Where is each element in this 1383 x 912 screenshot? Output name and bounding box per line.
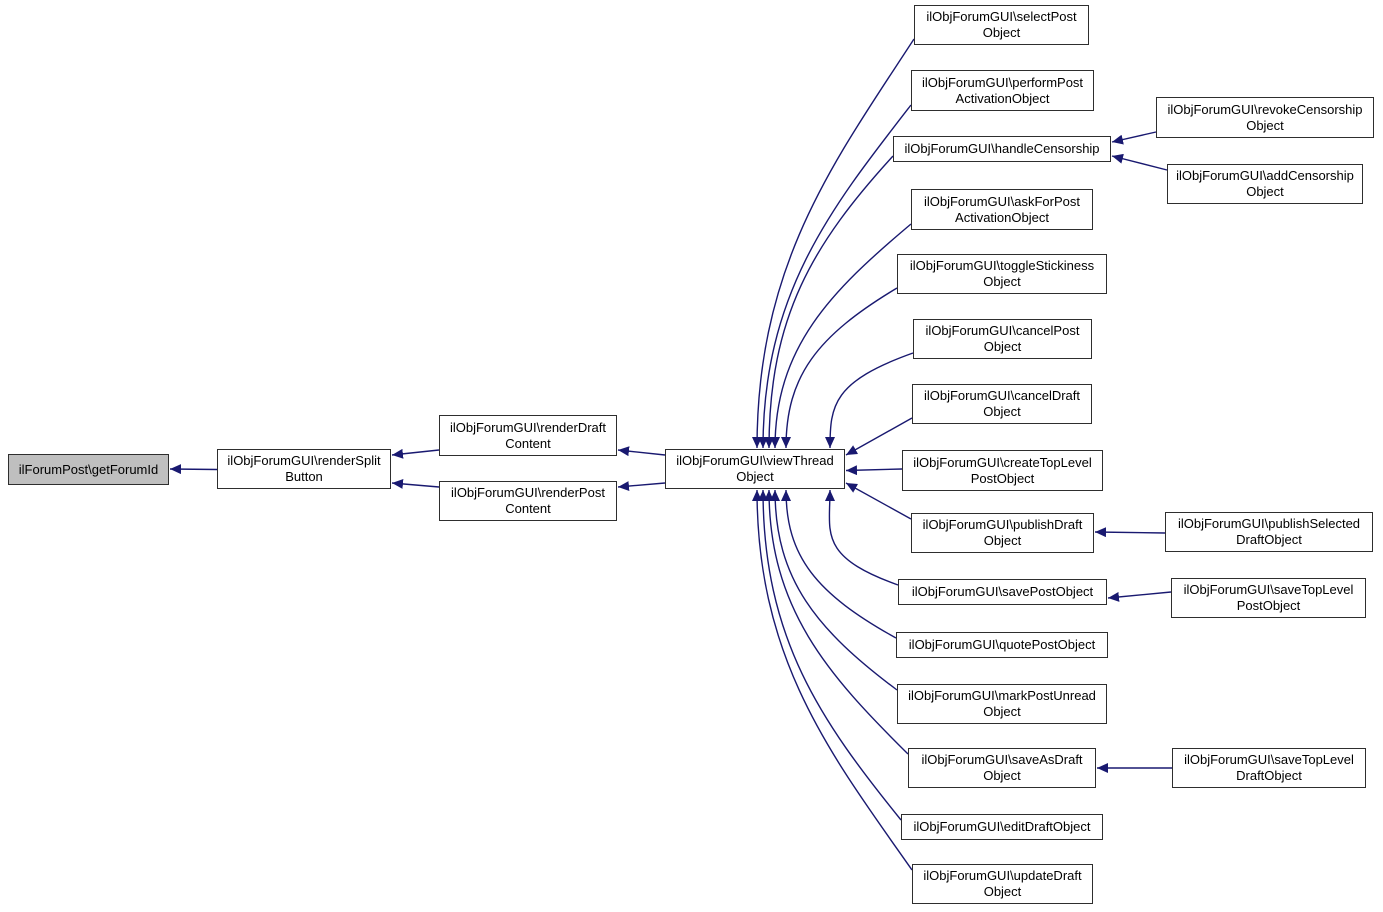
node-label: Object <box>983 339 1022 354</box>
node-label: ilObjForumGUI\selectPost <box>926 9 1077 25</box>
edge-selectPostObject-to-viewThreadObject <box>757 39 914 448</box>
edge-viewThreadObject-to-renderDraftContent <box>618 450 665 455</box>
node-askForPostActivationObject[interactable] <box>911 189 1093 230</box>
node-renderSplitButton[interactable] <box>217 449 391 489</box>
node-label: Object <box>1246 117 1284 133</box>
node-label: ilObjForumGUI\renderPost <box>451 485 605 501</box>
node-label: ilObjForumGUI\askForPost <box>923 193 1081 209</box>
edge-askForPostActivationObject-to-viewThreadObject <box>775 224 911 448</box>
edge-saveTopLevelPostObject-to-savePostObject <box>1108 592 1171 598</box>
node-addCensorshipObject[interactable] <box>1167 164 1363 204</box>
node-label: Object <box>983 533 1022 548</box>
node-saveTopLevelPostObject[interactable] <box>1171 578 1366 618</box>
edge-toggleStickinessObject-to-viewThreadObject <box>786 288 897 448</box>
edge-markPostUnreadObject-to-viewThreadObject <box>775 490 897 690</box>
node-label: ilObjForumGUI\viewThread <box>676 453 834 469</box>
node-editDraftObject[interactable] <box>901 814 1103 840</box>
node-label: PostObject <box>970 470 1035 486</box>
node-markPostUnreadObject[interactable] <box>897 684 1107 724</box>
node-cancelPostObject[interactable] <box>913 319 1092 359</box>
node-label: ActivationObject <box>955 209 1049 225</box>
edge-revokeCensorshipObject-to-handleCensorship <box>1112 132 1156 142</box>
node-label: Object <box>983 274 1021 289</box>
node-createTopLevelPostObject[interactable] <box>902 450 1103 491</box>
node-handleCensorship[interactable] <box>893 136 1111 162</box>
edge-createTopLevelPostObject-to-viewThreadObject <box>846 469 902 471</box>
node-label: DraftObject <box>1236 532 1302 547</box>
node-label: ilObjForumGUI\cancelPost <box>925 323 1080 339</box>
node-label: ilObjForumGUI\savePostObject <box>911 584 1094 600</box>
node-label: ilObjForumGUI\performPost <box>921 74 1084 90</box>
node-publishDraftObject[interactable] <box>911 513 1094 553</box>
node-label: ActivationObject <box>955 90 1050 106</box>
node-label: Content <box>505 435 551 451</box>
node-label: Object <box>736 469 774 484</box>
node-label: Button <box>285 469 323 484</box>
edge-savePostObject-to-viewThreadObject <box>829 490 898 585</box>
node-getForumId[interactable] <box>8 454 169 485</box>
node-updateDraftObject[interactable] <box>912 864 1093 904</box>
node-performPostActivationObject[interactable] <box>911 70 1094 111</box>
node-selectPostObject[interactable] <box>914 5 1089 45</box>
edge-publishSelectedDraftObject-to-publishDraftObject <box>1095 532 1165 533</box>
node-label: ilObjForumGUI\createTopLevel <box>913 454 1092 470</box>
edge-renderPostContent-to-renderSplitButton <box>392 483 439 487</box>
node-label: Object <box>983 884 1022 899</box>
edge-cancelPostObject-to-viewThreadObject <box>830 353 913 448</box>
edge-renderSplitButton-to-getForumId <box>170 469 217 470</box>
node-cancelDraftObject[interactable] <box>912 384 1092 424</box>
node-toggleStickinessObject[interactable] <box>897 254 1107 294</box>
edge-saveAsDraftObject-to-viewThreadObject <box>769 490 908 754</box>
node-label: ilObjForumGUI\updateDraft <box>923 868 1082 884</box>
node-label: ilObjForumGUI\revokeCensorship <box>1167 101 1363 117</box>
node-label: PostObject <box>1236 598 1301 613</box>
node-label: Object <box>1246 184 1284 199</box>
node-label: Object <box>983 704 1021 719</box>
node-label: ilObjForumGUI\markPostUnread <box>908 688 1096 704</box>
node-label: ilObjForumGUI\addCensorship <box>1176 168 1354 184</box>
node-quotePostObject[interactable] <box>896 632 1108 658</box>
node-label: Object <box>983 404 1021 419</box>
edge-renderDraftContent-to-renderSplitButton <box>392 450 439 455</box>
node-renderDraftContent[interactable] <box>439 415 617 456</box>
node-saveAsDraftObject[interactable] <box>908 748 1096 788</box>
node-label: ilObjForumGUI\saveAsDraft <box>921 752 1083 768</box>
node-saveTopLevelDraftObject[interactable] <box>1172 748 1366 788</box>
edge-updateDraftObject-to-viewThreadObject <box>757 490 912 870</box>
node-viewThreadObject[interactable] <box>665 449 845 489</box>
node-revokeCensorshipObject[interactable] <box>1156 97 1374 138</box>
node-label: ilForumPost\getForumId <box>18 461 159 477</box>
node-label: ilObjForumGUI\handleCensorship <box>904 141 1100 157</box>
node-label: ilObjForumGUI\saveTopLevel <box>1184 752 1354 768</box>
edge-performPostActivationObject-to-viewThreadObject <box>763 105 911 448</box>
node-label: ilObjForumGUI\publishDraft <box>922 517 1083 533</box>
node-label: ilObjForumGUI\cancelDraft <box>923 388 1081 404</box>
node-label: Object <box>983 768 1021 783</box>
node-label: Object <box>982 25 1021 40</box>
node-label: Content <box>505 501 551 516</box>
edge-viewThreadObject-to-renderPostContent <box>618 483 665 487</box>
node-label: ilObjForumGUI\toggleStickiness <box>909 258 1095 274</box>
node-label: ilObjForumGUI\publishSelected <box>1177 516 1361 532</box>
node-renderPostContent[interactable] <box>439 481 617 521</box>
node-label: ilObjForumGUI\renderDraft <box>449 419 607 435</box>
edge-quotePostObject-to-viewThreadObject <box>786 490 896 638</box>
edge-addCensorshipObject-to-handleCensorship <box>1112 156 1167 170</box>
node-label: DraftObject <box>1236 768 1302 783</box>
node-savePostObject[interactable] <box>898 579 1107 605</box>
node-label: ilObjForumGUI\saveTopLevel <box>1183 582 1354 598</box>
node-publishSelectedDraftObject[interactable] <box>1165 512 1373 552</box>
node-label: ilObjForumGUI\renderSplit <box>227 453 381 469</box>
node-label: ilObjForumGUI\quotePostObject <box>908 637 1096 653</box>
node-label: ilObjForumGUI\editDraftObject <box>913 819 1091 835</box>
